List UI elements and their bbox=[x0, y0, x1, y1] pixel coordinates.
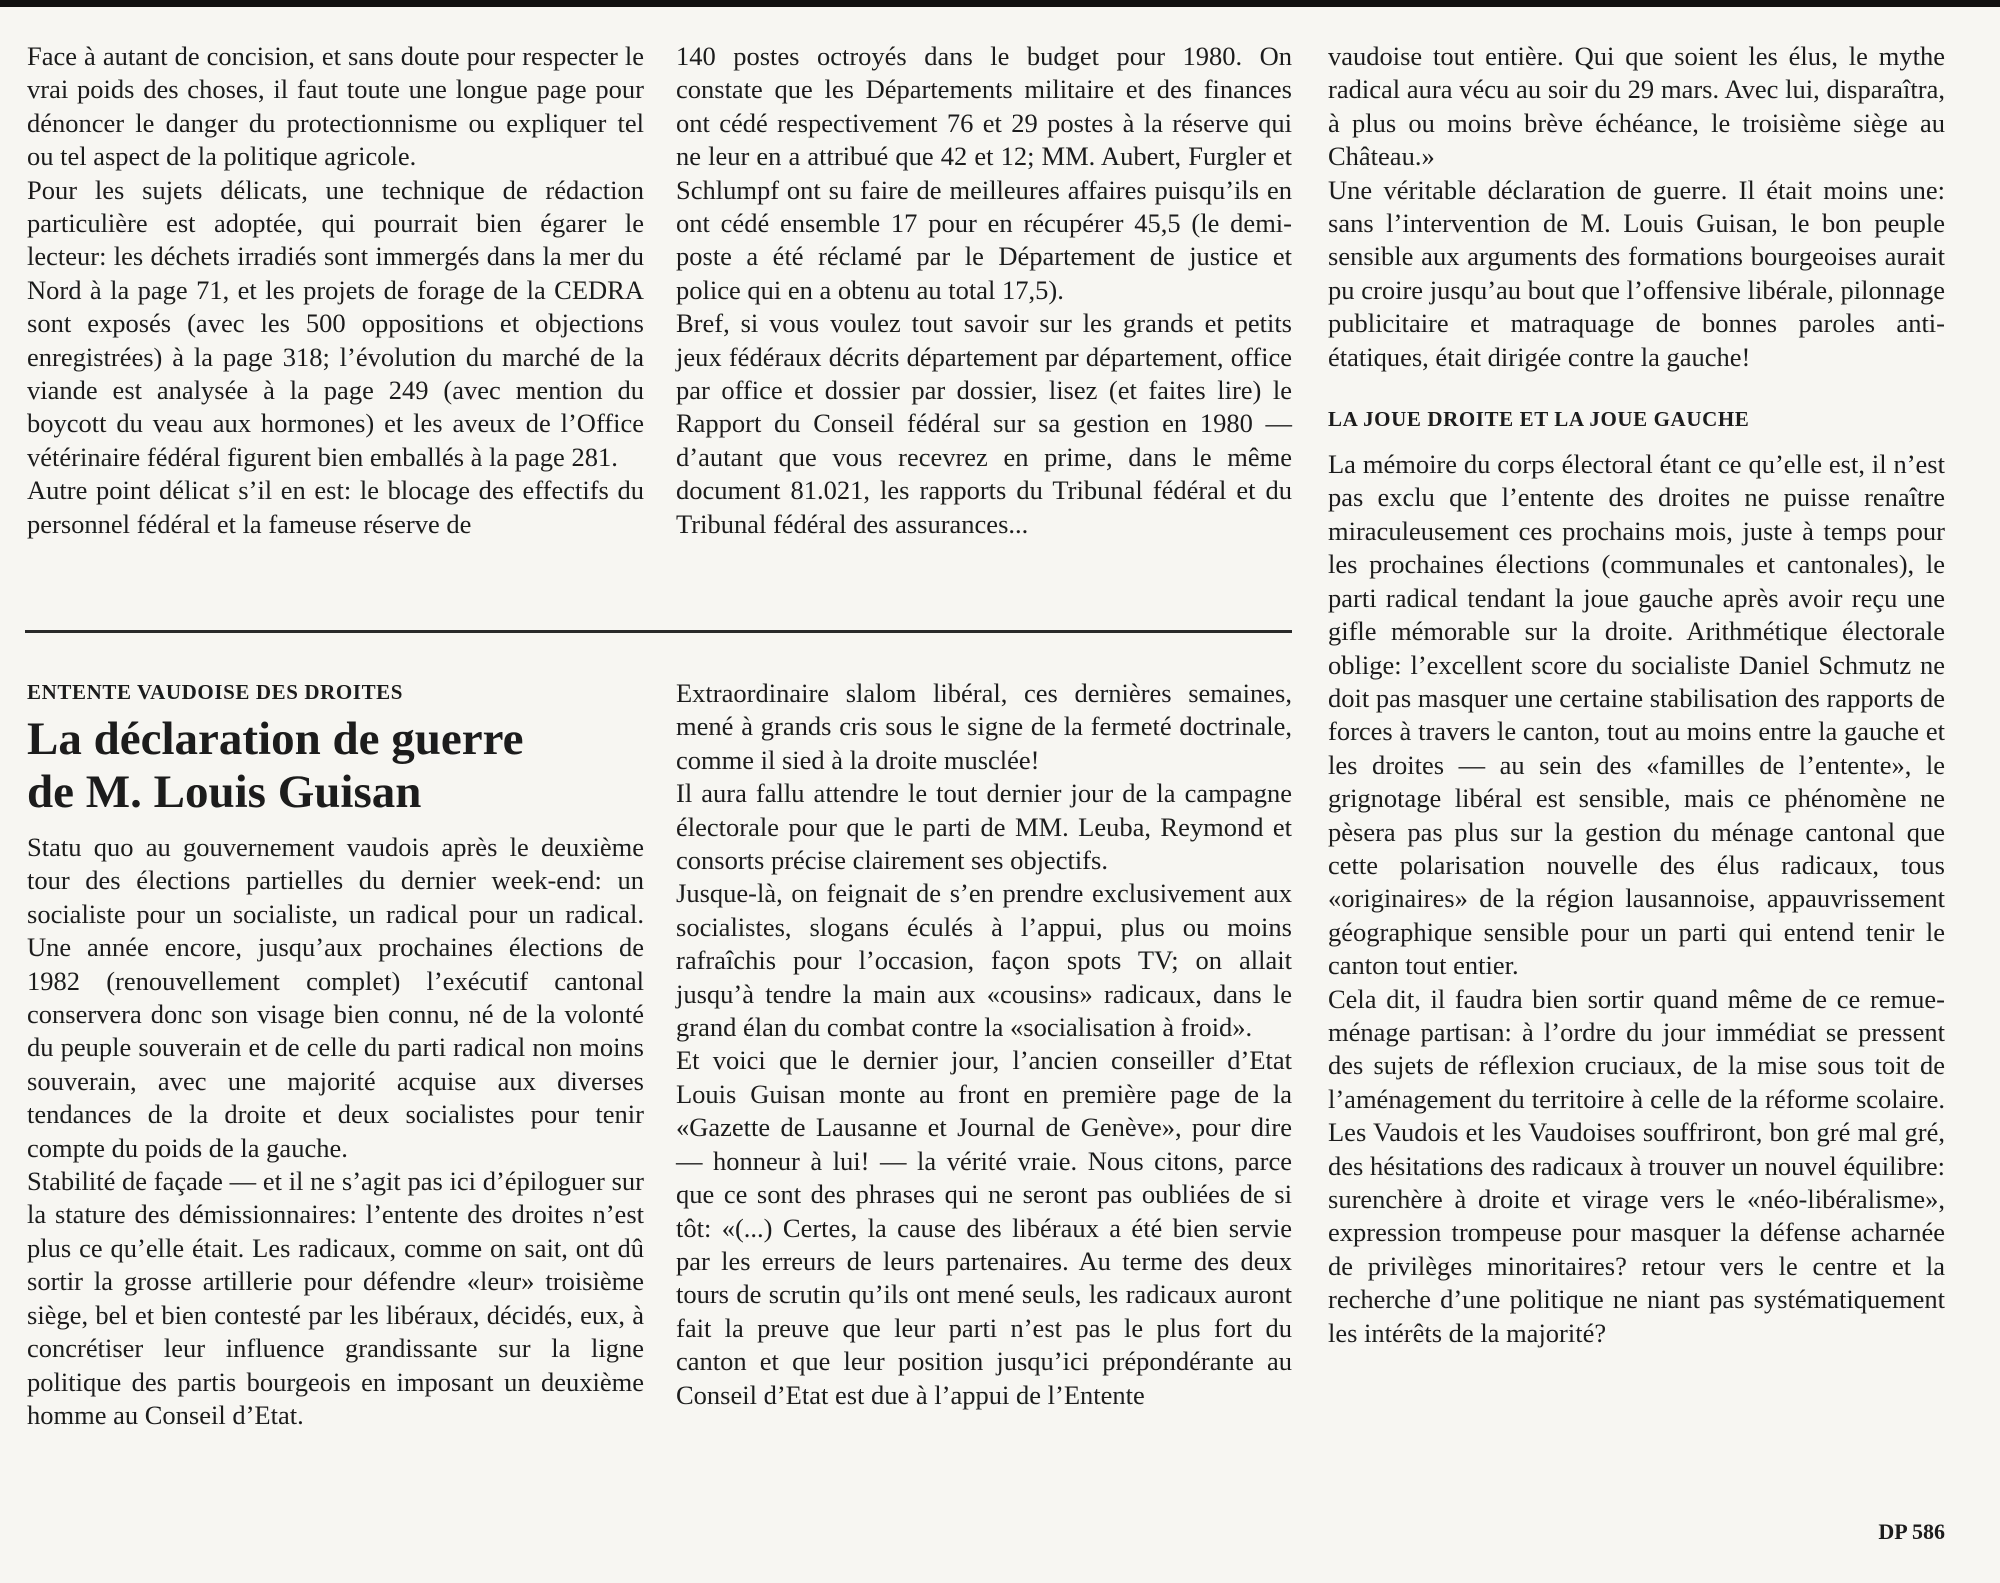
article-headline bbox=[27, 713, 644, 819]
paragraph: Statu quo au gouvernement vaudois après le deuxième tour des élections partielles du dernier week-end: un socialiste pour un socialiste, un radical pour un radical. Une année encore, jusqu’aux prochaines élections de 1982 (renouvellement complet) l’exécutif cantonal conservera donc son visage bien connu, né de la volonté du peuple souverain et de celle du parti radical non moins souverain, avec une majorité acquise aux diverses tendances de la droite et deux socialistes pour tenir compte du poids de la gauche. bbox=[27, 832, 644, 1163]
paragraph: Face à autant de concision, et sans doute pour respecter le vrai poids des choses, il faut toute une longue page pour dénoncer le danger du protectionnisme ou expliquer tel ou tel aspect de la politique agricole. bbox=[27, 41, 644, 172]
previous-article-column-2 bbox=[676, 40, 1292, 541]
paragraph: Il aura fallu attendre le tout dernier jour de la campagne électorale pour que le parti de MM. Leuba, Reymond et consorts précise clairement ses objectifs. bbox=[676, 778, 1292, 876]
headline-line-2: de M. Louis Guisan bbox=[27, 766, 422, 818]
issue-number: DP 586 bbox=[1878, 1519, 1945, 1544]
headline-line-1: La déclaration de guerre bbox=[27, 713, 524, 765]
main-article-column-2 bbox=[676, 677, 1292, 1412]
paragraph: Une véritable déclaration de guerre. Il était moins une: sans l’intervention de M. Louis Guisan, le bon peuple sensible aux arguments des formations bourgeoises aurait pu croire jusqu’au bout que l’offensive libérale, pilonnage publicitaire et matraquage de bonnes paroles anti-étatiques, était dirigée contre la gauche! bbox=[1328, 174, 1945, 372]
article-kicker: ENTENTE VAUDOISE DES DROITES bbox=[27, 680, 404, 704]
paragraph: vaudoise tout entière. Qui que soient les élus, le mythe radical aura vécu au soir du 29 mars. Avec lui, disparaîtra, à plus ou moins brève échéance, le troisième siège au Château.» bbox=[1328, 41, 1945, 172]
section-subheading: LA JOUE DROITE ET LA JOUE GAUCHE bbox=[1328, 407, 1750, 432]
previous-article-column-1 bbox=[27, 40, 644, 541]
paragraph: Cela dit, il faudra bien sortir quand même de ce remue-ménage partisan: à l’ordre du jour immédiat se pressent des sujets de réflexion cruciaux, de la mise sous toit de l’aménagement du territoire à celle de la réforme scolaire. Les Vaudois et les Vaudoises souffriront, bon gré mal gré, des hésitations des radicaux à trouver un nouvel équilibre: surenchère à droite et virage vers le «néo-libéralisme», expression trompeuse pour masquer la défense acharnée de privilèges minoritaires? retour vers le centre et la recherche d’une politique ne niant pas systématiquement les intérêts de la majorité? bbox=[1328, 983, 1945, 1348]
top-border-rule bbox=[0, 0, 2000, 7]
paragraph: Jusque-là, on feignait de s’en prendre exclusivement aux socialistes, slogans éculés à l’appui, plus ou moins rafraîchis pour l’occasion, façon spots TV; on allait jusqu’à tendre la main aux «cousins» radicaux, dans le grand élan du combat contre la «socialisation à froid». bbox=[676, 878, 1292, 1043]
paragraph: 140 postes octroyés dans le budget pour 1980. On constate que les Départements militaire et des finances ont cédé respectivement 76 et 29 postes à la réserve qui ne leur en a attribué que 42 et 12; MM. Aubert, Furgler et Schlumpf ont su faire de meilleures affaires puisqu’ils en ont cédé ensemble 17 pour en récupérer 45,5 (le demi-poste a été réclamé par le Département de justice et police qui en a obtenu au total 17,5). bbox=[676, 41, 1292, 305]
main-article-column-3 bbox=[1328, 40, 1945, 1350]
paragraph: La mémoire du corps électoral étant ce qu’elle est, il n’est pas exclu que l’entente des droites ne puisse renaître miraculeusement ces prochains mois, juste à temps pour les prochaines élections (communales et cantonales), le parti radical tendant la joue gauche après avoir reçu une gifle mémorable sur la droite. Arithmétique électorale oblige: l’excellent score du socialiste Daniel Schmutz ne doit pas masquer une certaine stabilisation des rapports de forces à travers le canton, tout au moins entre la gauche et les droites — au sein des «familles de l’entente», le grignotage libéral est sensible, mais ce phénomène ne pèsera pas plus sur la gestion du ménage cantonal que cette polarisation nouvelle des élus radicaux, tous «originaires» de la région lausannoise, appauvrissement géographique sensible pour un parti qui entend tenir le canton tout entier. bbox=[1328, 449, 1945, 981]
paragraph: Stabilité de façade — et il ne s’agit pas ici d’épiloguer sur la stature des démissionnaires: l’entente des droites n’est plus ce qu’elle était. Les radicaux, comme on sait, ont dû sortir la grosse artillerie pour défendre «leur» troisième siège, bel et bien contesté par les libéraux, décidés, eux, à concrétiser leur influence grandissante sur la ligne politique des partis bourgeois en imposant un deuxième homme au Conseil d’Etat. bbox=[27, 1166, 644, 1430]
paragraph: Et voici que le dernier jour, l’ancien conseiller d’Etat Louis Guisan monte au front en première page de la «Gazette de Lausanne et Journal de Genève», pour dire — honneur à lui! — la vérité vraie. Nous citons, parce que ce sont des phrases qui ne seront pas oubliées de si tôt: «(...) Certes, la cause des libéraux a été bien servie par les erreurs de leurs partenaires. Au terme des deux tours de scrutin qu’ils ont mené seuls, les radicaux auront fait la preuve que leur parti n’est pas le plus fort du canton et que leur position jusqu’ici prépondérante au Conseil d’Etat est due à l’appui de l’Entente bbox=[676, 1045, 1292, 1410]
paragraph: Autre point délicat s’il en est: le blocage des effectifs du personnel fédéral et la fameuse réserve de bbox=[27, 475, 644, 539]
paragraph: Extraordinaire slalom libéral, ces dernières semaines, mené à grands cris sous le signe de la fermeté doctrinale, comme il sied à la droite musclée! bbox=[676, 678, 1292, 775]
section-divider-rule bbox=[25, 630, 1292, 633]
main-article-column-1 bbox=[27, 677, 644, 1432]
paragraph: Bref, si vous voulez tout savoir sur les grands et petits jeux fédéraux décrits département par département, office par office et dossier par dossier, lisez (et faites lire) le Rapport du Conseil fédéral sur sa gestion en 1980 — d’autant que vous recevrez en prime, dans le même document 81.021, les rapports du Tribunal fédéral et du Tribunal fédéral des assurances... bbox=[676, 308, 1292, 539]
paragraph: Pour les sujets délicats, une technique de rédaction particulière est adoptée, qui pourrait bien égarer le lecteur: les déchets irradiés sont immergés dans la mer du Nord à la page 71, et les projets de forage de la CEDRA sont exposés (avec les 500 oppositions et objections enregistrées) à la page 318; l’évolution du marché de la viande est analysée à la page 249 (avec mention du boycott du veau aux hormones) et les aveux de l’Office vétérinaire fédéral figurent bien emballés à la page 281. bbox=[27, 174, 644, 472]
